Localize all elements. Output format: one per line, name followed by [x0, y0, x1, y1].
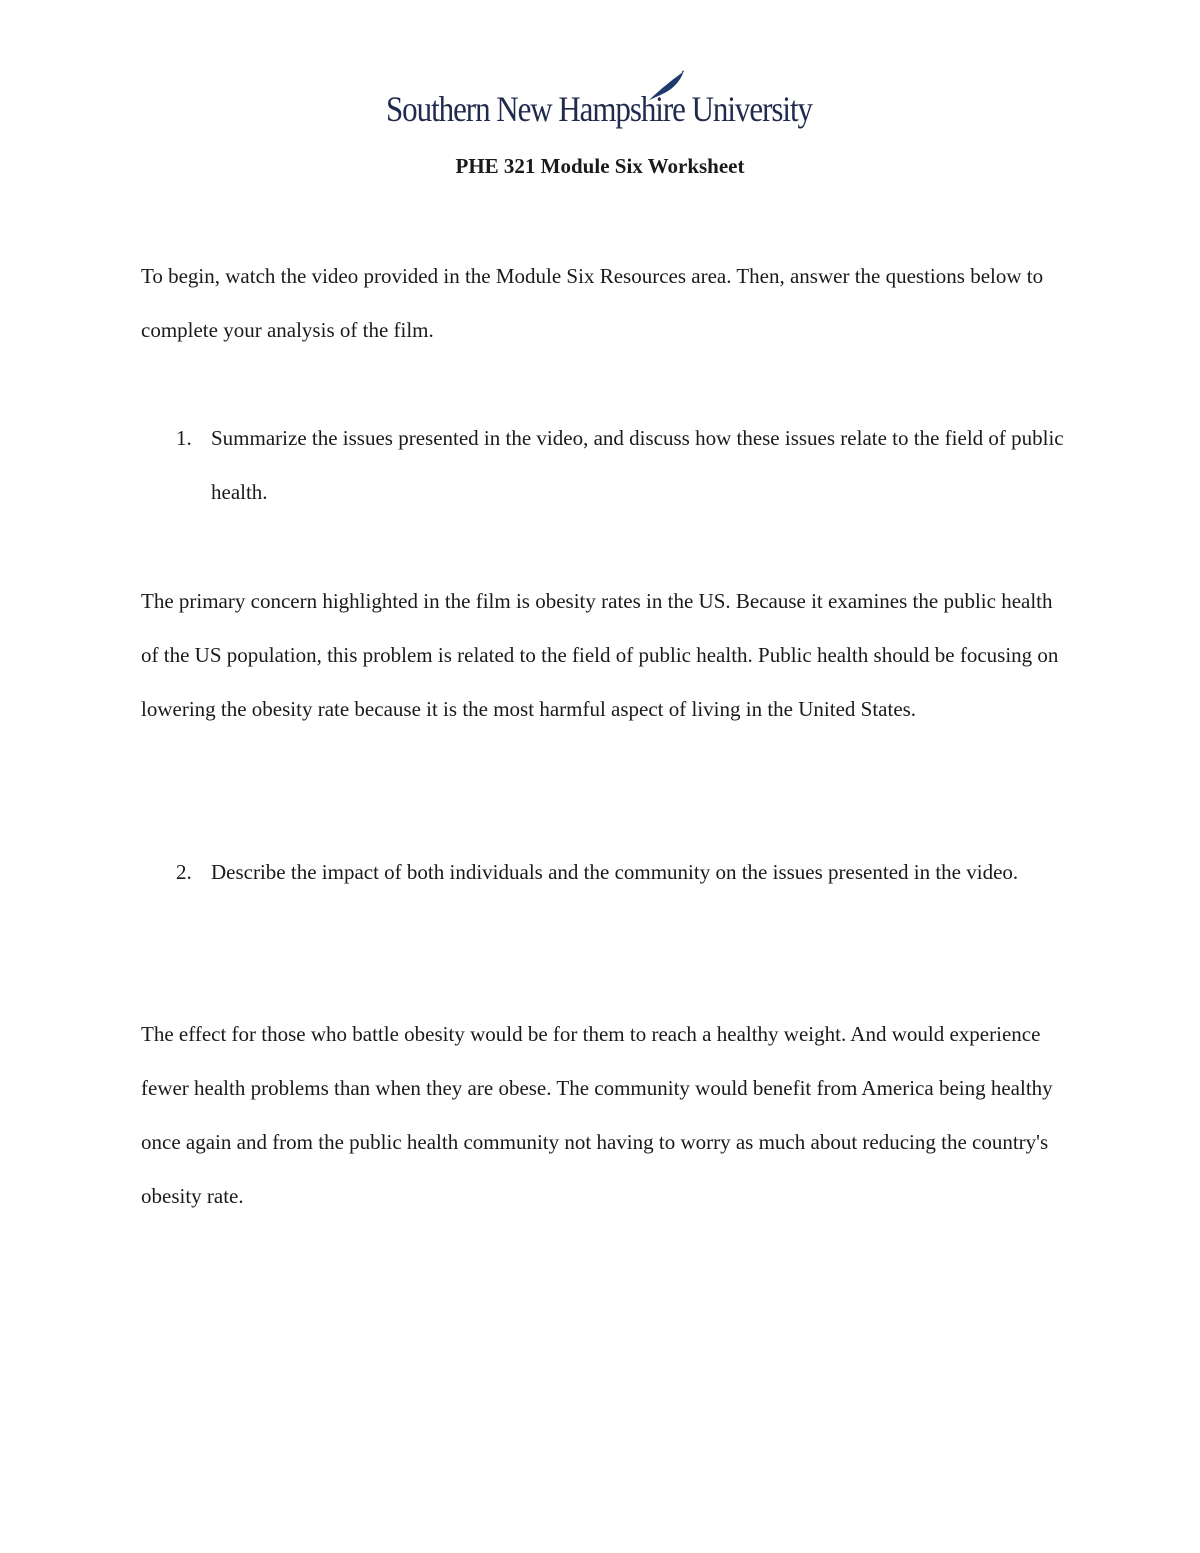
question-number: 1.	[176, 426, 192, 450]
page-title: PHE 321 Module Six Worksheet	[455, 154, 745, 178]
intro-paragraph: To begin, watch the video provided in the Module Six Resources area. Then, answer the questions below to complete your analysis of the film.	[141, 264, 1044, 342]
question-1	[141, 411, 1071, 519]
answer-2: The effect for those who battle obesity would be for them to reach a healthy weight. And would experience fewer health problems than when they are obese. The community would benefit from America being healthy once again and from the public health community not having to worry as much about reducing the country's obesity rate.	[141, 1022, 1053, 1208]
question-text: Summarize the issues presented in the video, and discuss how these issues relate to the field of public health.	[211, 426, 1064, 504]
question-2	[141, 845, 1071, 899]
university-logo	[386, 68, 816, 138]
question-text: Describe the impact of both individuals and the community on the issues presented in the video.	[211, 860, 1019, 884]
logo-wordmark: Southern New Hampshire University	[386, 89, 812, 129]
question-number: 2.	[176, 860, 192, 884]
answer-1: The primary concern highlighted in the film is obesity rates in the US. Because it examines the public health of the US population, this problem is related to the field of public health. Public health should be focusing on lowering the obesity rate because it is the most harmful aspect of living in the United States.	[141, 589, 1059, 721]
